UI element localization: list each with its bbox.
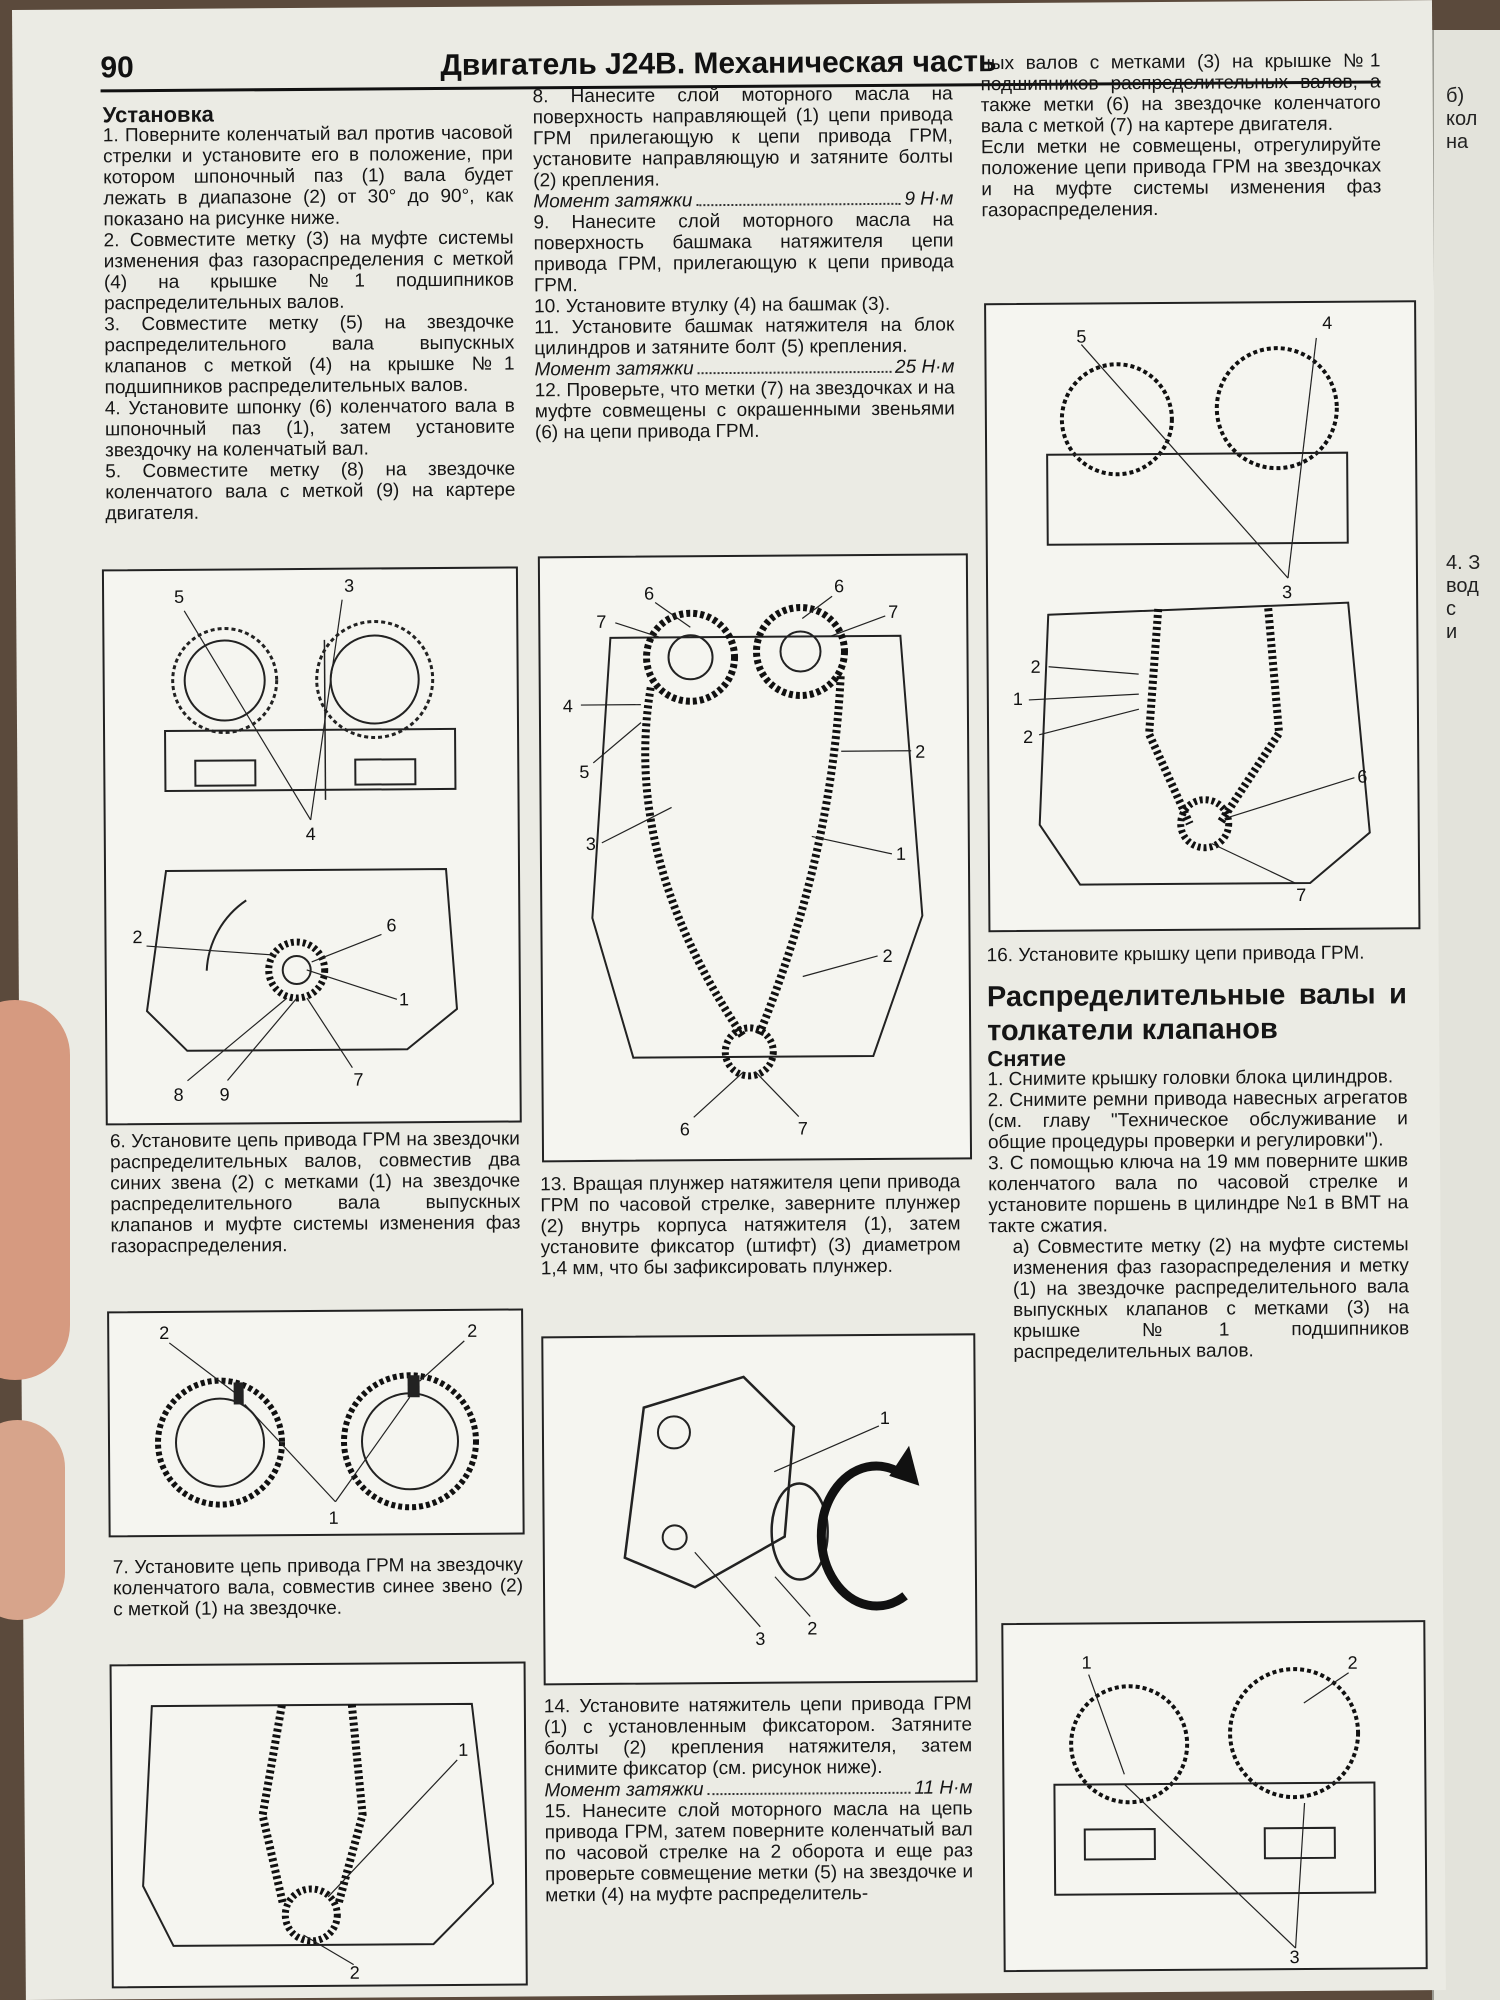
page-number: 90 bbox=[100, 51, 134, 85]
removal-step-1: 1. Снимите крышку головки блока цилиндров. bbox=[987, 1066, 1394, 1091]
step-3: 3. Совместите метку (5) на звездочке распределительного вала выпускных клапанов с меткой (4) на крышке №1 подшипников распределительных валов. bbox=[104, 311, 515, 399]
callout-label: 7 bbox=[1296, 884, 1307, 906]
step-14: 14. Установите натяжитель цепи привода ГРМ (1) с установленным фиксатором. Затяните болты (2) крепления натяжителя, затем снимите фиксатор (см. рисунок ниже). bbox=[543, 1693, 973, 1781]
torque-value: 9 Н·м bbox=[904, 188, 954, 210]
removal-step-3: 3. С помощью ключа на 19 мм поверните шкив коленчатого вала по часовой стрелке и установите поршень в цилиндре №1 в ВМТ на такте сжатия. bbox=[988, 1150, 1409, 1238]
figure-crank-sprocket bbox=[110, 1661, 528, 1988]
callout-label: 3 bbox=[1282, 582, 1293, 603]
torque-value: 25 Н·м bbox=[894, 356, 955, 378]
figure-recheck-marks bbox=[984, 300, 1420, 932]
callout-label: 1 bbox=[328, 1507, 339, 1528]
torque-value: 11 Н·м bbox=[914, 1777, 973, 1799]
page-title: Двигатель J24B. Механическая часть bbox=[440, 45, 997, 83]
figure-timing-chain bbox=[538, 553, 972, 1162]
callout-label: 2 bbox=[349, 1962, 360, 1983]
figure-6-drawing bbox=[986, 302, 1418, 930]
book-page bbox=[12, 0, 1446, 2000]
callout-label: 1 bbox=[1081, 1652, 1092, 1673]
step-16: 16. Установите крышку цепи привода ГРМ. bbox=[986, 942, 1365, 967]
column-1-step-7 bbox=[113, 1554, 523, 1620]
section-title: Распределительные валы и толкатели клапанов bbox=[986, 978, 1408, 1048]
step-7: 7. Установите цепь привода ГРМ на звездочку коленчатого вала, совместив синее звено (2) с меткой (1) на звездочке. bbox=[112, 1554, 524, 1621]
leader-dots bbox=[696, 189, 900, 206]
torque-spec bbox=[544, 1777, 972, 1801]
next-page-fragment: на bbox=[1446, 131, 1469, 153]
leader-dots bbox=[707, 1778, 910, 1795]
next-page-fragment: с bbox=[1446, 598, 1456, 620]
step-15-continued: ных валов с метками (3) на крышке №1 подшипников распределительных валов, а также метки (6) на звездочке коленчатого вала с меткой (7) на картере двигателя. bbox=[980, 50, 1381, 138]
next-page-fragment: 4. З bbox=[1446, 552, 1481, 574]
torque-label: Момент затяжки bbox=[534, 358, 694, 381]
column-2-steps-14-15 bbox=[544, 1693, 973, 1906]
figure-tdc-marks bbox=[1001, 1620, 1427, 1972]
next-page-fragment: и bbox=[1446, 621, 1458, 643]
callout-label: 9 bbox=[219, 1084, 230, 1105]
leader-dots bbox=[698, 357, 891, 374]
torque-spec bbox=[533, 188, 953, 212]
callout-label: 6 bbox=[833, 576, 845, 597]
torque-spec bbox=[534, 356, 954, 380]
callout-label: 1 bbox=[895, 843, 906, 864]
figure-4-drawing bbox=[540, 555, 970, 1160]
callout-label: 2 bbox=[1347, 1652, 1358, 1673]
callout-label: 5 bbox=[1076, 326, 1087, 347]
step-1: 1. Поверните коленчатый вал против часовой стрелки и установите его в положение, при котором шпоночный паз (1) вала будет лежать в диапазоне (2) от 30° до 90°, как показано на рисунке ниже. bbox=[102, 122, 514, 231]
callout-label: 2 bbox=[467, 1320, 478, 1341]
figure-7-drawing bbox=[1003, 1622, 1425, 1970]
callout-label: 6 bbox=[1357, 766, 1368, 787]
holding-finger bbox=[0, 1420, 65, 1620]
step-8: 8. Нанесите слой моторного масла на поверхность направляющей (1) цепи привода ГРМ прилегающую к цепи привода ГРМ, установите направляющую и затяните болты (2) крепления. bbox=[532, 83, 954, 192]
callout-label: 2 bbox=[1030, 656, 1041, 677]
callout-label: 2 bbox=[1023, 726, 1034, 747]
step-15-note: Если метки не совмещены, отрегулируйте положение цепи привода ГРМ на звездочках и на муфте системы изменения фаз газораспределения. bbox=[980, 134, 1382, 222]
step-15: 15. Нанесите слой моторного масла на цепь привода ГРМ, затем поверните коленчатый вал по часовой стрелке на 2 оборота и еще раз проверьте совмещение метки (5) на звездочке и метки (4) на муфте распределитель- bbox=[544, 1798, 974, 1907]
removal-step-3a: а) Совместите метку (2) на муфте системы изменения фаз газораспределения и метку (1) на звездочке распределительного вала выпускных клапанов с метками (3) на крышке №1 подшипников распределительных валов. bbox=[1012, 1234, 1410, 1364]
figure-1-drawing bbox=[104, 568, 520, 1123]
callout-label: 6 bbox=[679, 1119, 690, 1140]
callout-label: 2 bbox=[159, 1322, 170, 1344]
callout-label: 8 bbox=[173, 1084, 184, 1105]
callout-label: 2 bbox=[132, 927, 143, 948]
step-10: 10. Установите втулку (4) на башмак (3). bbox=[534, 293, 891, 318]
callout-label: 1 bbox=[879, 1407, 890, 1428]
figure-5-drawing bbox=[543, 1335, 975, 1683]
section-heading: Установка bbox=[102, 101, 214, 128]
callout-label: 3 bbox=[585, 833, 596, 855]
step-2: 2. Совместите метку (3) на муфте системы изменения фаз газораспределения с меткой (4) на крышке №1 подшипников распределительных валов. bbox=[103, 227, 514, 315]
callout-label: 7 bbox=[888, 601, 899, 622]
callout-label: 4 bbox=[305, 823, 316, 844]
column-1-text bbox=[103, 102, 516, 525]
callout-label: 4 bbox=[562, 696, 573, 717]
step-11: 11. Установите башмак натяжителя на блок цилиндров и затяните болт (5) крепления. bbox=[534, 314, 955, 360]
callout-label: 6 bbox=[386, 915, 397, 936]
column-3-lower bbox=[987, 942, 1410, 1363]
torque-label: Момент затяжки bbox=[533, 190, 693, 213]
figure-alignment-marks bbox=[102, 566, 522, 1125]
figure-tensioner bbox=[541, 1333, 977, 1685]
next-page-fragment: б) bbox=[1446, 85, 1465, 107]
callout-label: 1 bbox=[1012, 688, 1023, 710]
callout-label: 7 bbox=[596, 611, 607, 632]
callout-label: 3 bbox=[1289, 1947, 1300, 1968]
callout-label: 2 bbox=[807, 1618, 818, 1639]
figure-3-drawing bbox=[112, 1663, 526, 1986]
step-13: 13. Вращая плунжер натяжителя цепи привода ГРМ по часовой стрелке, заверните плунжер (2) внутрь корпуса натяжителя (1), затем установите фиксатор (штифт) (3) диаметром 1,4 мм, что бы зафиксировать плунжер. bbox=[540, 1171, 961, 1280]
callout-label: 5 bbox=[174, 586, 185, 607]
callout-label: 3 bbox=[343, 575, 355, 596]
column-2-step-13 bbox=[540, 1171, 961, 1279]
callout-label: 3 bbox=[755, 1628, 766, 1649]
column-3-text bbox=[980, 50, 1381, 221]
callout-label: 7 bbox=[353, 1069, 364, 1090]
figure-blue-links bbox=[107, 1308, 525, 1537]
callout-label: 5 bbox=[579, 761, 590, 783]
callout-label: 1 bbox=[398, 989, 410, 1010]
step-6: 6. Установите цепь привода ГРМ на звездочки распределительных валов, совместив два синих звена (2) с метками (1) на звездочке распределительного вала выпускных клапанов и муфте системы изменения фаз газораспределения. bbox=[109, 1128, 521, 1258]
holding-thumb bbox=[0, 1000, 70, 1380]
step-9: 9. Нанесите слой моторного масла на поверхность башмака натяжителя цепи привода ГРМ, прилегающую к цепи привода ГРМ. bbox=[533, 209, 954, 297]
column-2-text bbox=[533, 83, 955, 443]
next-page-fragment: кол bbox=[1446, 108, 1478, 130]
step-5: 5. Совместите метку (8) на звездочке коленчатого вала с меткой (9) на картере двигателя. bbox=[105, 458, 516, 525]
figure-2-drawing bbox=[109, 1310, 523, 1535]
column-1-step-6 bbox=[110, 1128, 521, 1257]
callout-label: 2 bbox=[882, 945, 893, 966]
step-4: 4. Установите шпонку (6) коленчатого вала в шпоночный паз (1), затем установите звездочку на коленчатый вал. bbox=[104, 395, 515, 462]
callout-label: 7 bbox=[797, 1118, 808, 1139]
subsection-title: Снятие bbox=[987, 1045, 1066, 1072]
callout-label: 2 bbox=[915, 741, 926, 762]
callout-label: 4 bbox=[1322, 312, 1333, 333]
next-page-fragment: вод bbox=[1446, 575, 1479, 597]
removal-step-2: 2. Снимите ремни привода навесных агрегатов (см. главу "Техническое обслуживание и общие процедуры проверки и регулировки"). bbox=[987, 1087, 1408, 1154]
callout-label: 1 bbox=[458, 1739, 469, 1760]
step-12: 12. Проверьте, что метки (7) на звездочках и на муфте совмещены с окрашенными звеньями (6) на цепи привода ГРМ. bbox=[534, 377, 955, 444]
callout-label: 6 bbox=[644, 583, 655, 604]
torque-label: Момент затяжки bbox=[544, 1779, 704, 1802]
